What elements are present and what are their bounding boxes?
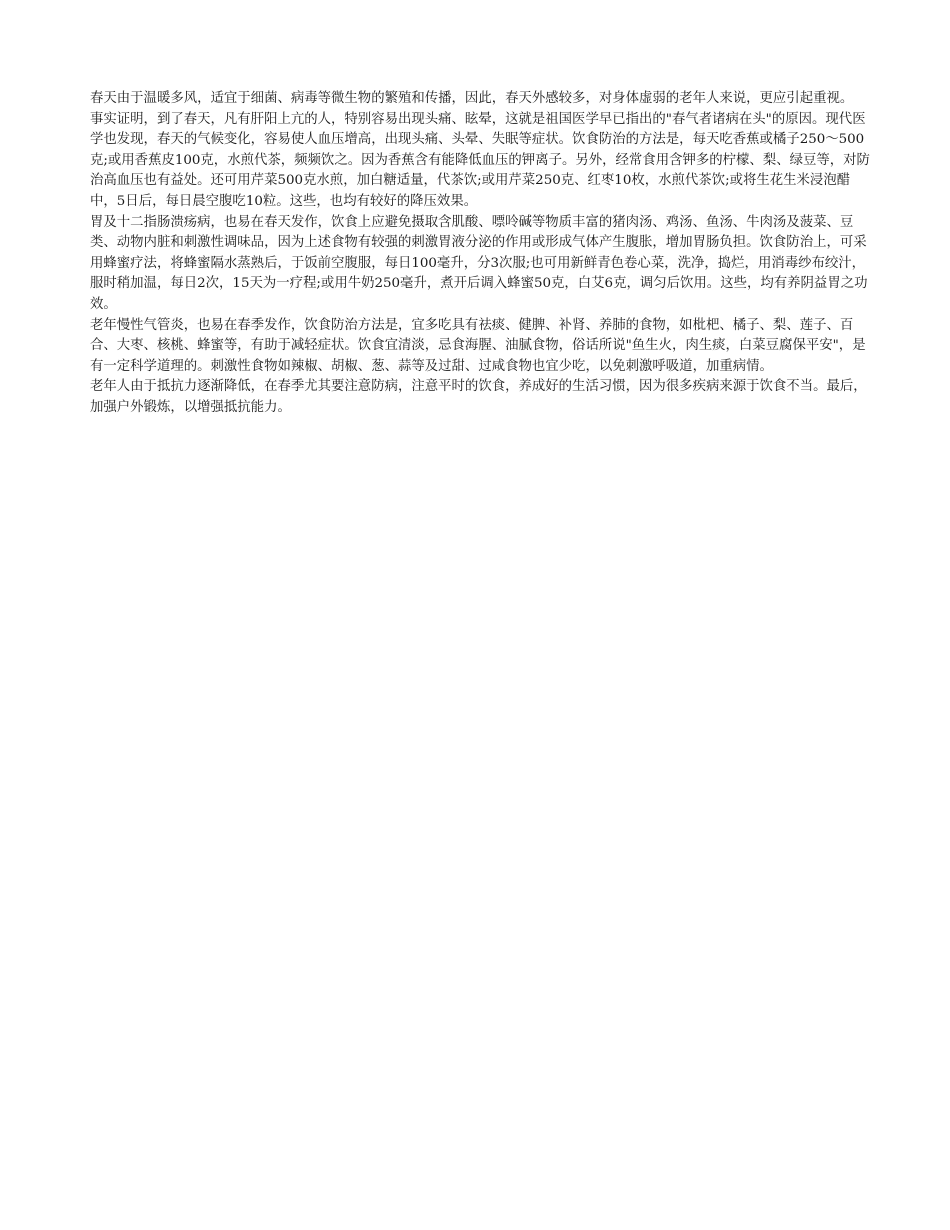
paragraph-spring-infection: 春天由于温暖多风，适宜于细菌、病毒等微生物的繁殖和传播，因此，春天外感较多，对身体虚弱的老年人来说，更应引起重视。	[90, 91, 854, 106]
paragraph-ulcer: 胃及十二指肠溃疡病，也易在春天发作，饮食上应避免摄取含肌酸、嘌呤碱等物质丰富的猪肉汤、鸡汤、鱼汤、牛肉汤及菠菜、豆类、动物内脏和刺激性调味品，因为上述食物有较强的刺激胃液分泌的作用或形成气体产生腹胀，增加胃肠负担。饮食防治上，可采用蜂蜜疗法，将蜂蜜隔水蒸熟后，于饭前空腹服，每日100毫升，分3次服;也可用新鲜青色卷心菜，洗净，捣烂，用消毒纱布绞汁，服时稍加温，每日2次，15天为一疗程;或用牛奶250毫升，煮开后调入蜂蜜50克，白艾6克，调匀后饮用。这些，均有养阴益胃之功效。	[90, 214, 868, 312]
document-body	[90, 89, 870, 419]
paragraph-conclusion: 老年人由于抵抗力逐渐降低，在春季尤其要注意防病，注意平时的饮食，养成好的生活习惯，因为很多疾病来源于饮食不当。最后，加强户外锻炼，以增强抵抗能力。	[90, 379, 867, 415]
paragraph-bronchitis: 老年慢性气管炎，也易在春季发作，饮食防治方法是，宜多吃具有祛痰、健脾、补肾、养肺的食物，如枇杷、橘子、梨、莲子、百合、大枣、核桃、蜂蜜等，有助于减轻症状。饮食宜清淡，忌食海腥、油腻食物，俗话所说"鱼生火，肉生痰，白菜豆腐保平安"，是有一定科学道理的。刺激性食物如辣椒、胡椒、葱、蒜等及过甜、过咸食物也宜少吃，以免刺激呼吸道，加重病情。	[90, 317, 866, 374]
paragraph-hypertension: 事实证明，到了春天，凡有肝阳上亢的人，特别容易出现头痛、眩晕，这就是祖国医学早已指出的"春气者诸病在头"的原因。现代医学也发现，春天的气候变化，容易使人血压增高，出现头痛、头晕、失眠等症状。饮食防治的方法是，每天吃香蕉或橘子250～500克;或用香蕉皮100克，水煎代茶，频频饮之。因为香蕉含有能降低血压的钾离子。另外，经常食用含钾多的柠檬、梨、绿豆等，对防治高血压也有益处。还可用芹菜500克水煎，加白糖适量，代茶饮;或用芹菜250克、红枣10枚，水煎代茶饮;或将生花生米浸泡醋中，5日后，每日晨空腹吃10粒。这些，也均有较好的降压效果。	[90, 111, 870, 209]
